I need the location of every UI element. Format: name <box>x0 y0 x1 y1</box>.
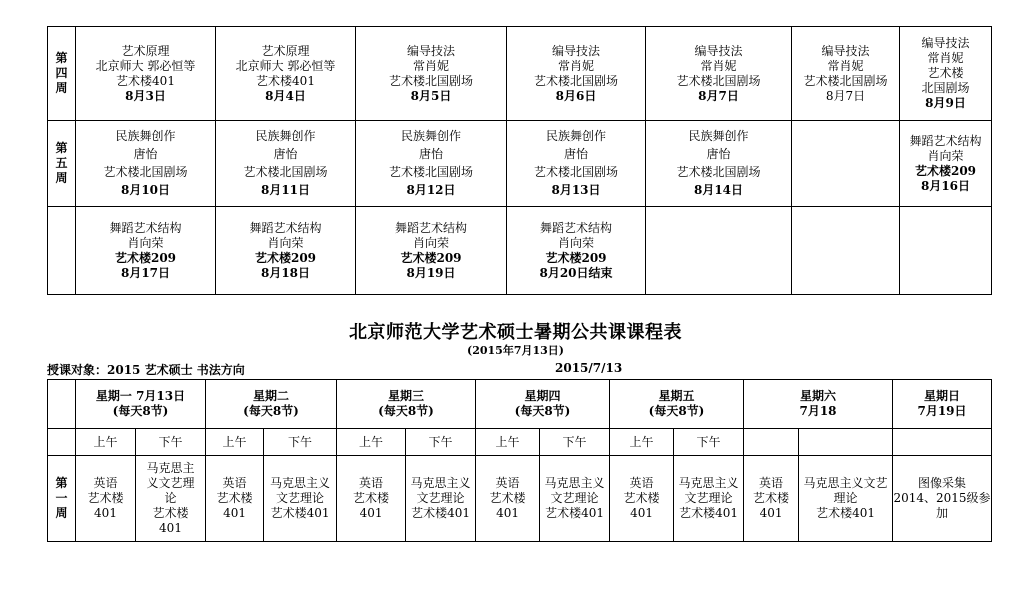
week-row <box>48 456 992 542</box>
day-header: 星期三 (每天8节) <box>337 380 476 429</box>
course-cell: 编导技法 常肖妮 艺术楼北国剧场 8月7日 <box>792 27 900 121</box>
empty-cell <box>900 207 992 295</box>
course-cell: 民族舞创作 唐怡 艺术楼北国剧场 8月12日 <box>356 121 507 207</box>
summer-schedule-table <box>47 379 992 542</box>
course-cell: 舞蹈艺术结构 肖向荣 艺术楼209 8月18日 <box>216 207 356 295</box>
course-cell-marxism: 马克思主义 文艺理论 艺术楼401 <box>406 456 476 542</box>
course-cell-english: 英语 艺术楼 401 <box>476 456 540 542</box>
period-row <box>48 429 992 456</box>
page-subtitle: (2015年7月13日) <box>467 344 564 357</box>
day-header: 星期四 (每天8节) <box>476 380 610 429</box>
course-cell-english: 英语 艺术楼 401 <box>744 456 799 542</box>
course-cell: 舞蹈艺术结构 肖向荣 艺术楼209 8月16日 <box>900 121 992 207</box>
day-header: 星期二 (每天8节) <box>206 380 337 429</box>
week-label <box>48 207 76 295</box>
table-row <box>48 207 992 295</box>
course-cell: 舞蹈艺术结构 肖向荣 艺术楼209 8月17日 <box>76 207 216 295</box>
table-row <box>48 121 992 207</box>
course-cell-english: 英语 艺术楼 401 <box>76 456 136 542</box>
pm-label: 下午 <box>136 429 206 456</box>
course-cell: 编导技法 常肖妮 艺术楼北国剧场 8月5日 <box>356 27 507 121</box>
course-cell-sunday: 图像采集 2014、2015级参 加 <box>893 456 992 542</box>
empty-cell <box>893 429 992 456</box>
empty-cell <box>646 207 792 295</box>
course-cell-marxism: 马克思主义 文艺理论 艺术楼401 <box>674 456 744 542</box>
corner-cell <box>48 380 76 429</box>
empty-cell <box>792 207 900 295</box>
day-header: 星期五 (每天8节) <box>610 380 744 429</box>
course-cell: 民族舞创作 唐怡 艺术楼北国剧场 8月10日 <box>76 121 216 207</box>
am-label: 上午 <box>610 429 674 456</box>
course-cell: 编导技法 常肖妮 艺术楼 北国剧场 8月9日 <box>900 27 992 121</box>
table-row <box>48 27 992 121</box>
empty-cell <box>799 429 893 456</box>
course-cell: 编导技法 常肖妮 艺术楼北国剧场 8月6日 <box>507 27 646 121</box>
course-cell: 艺术原理 北京师大 郭必恒等 艺术楼401 8月4日 <box>216 27 356 121</box>
weekly-course-table <box>47 26 992 295</box>
course-cell-english: 英语 艺术楼 401 <box>337 456 406 542</box>
am-label: 上午 <box>206 429 264 456</box>
course-cell: 舞蹈艺术结构 肖向荣 艺术楼209 8月19日 <box>356 207 507 295</box>
day-header: 星期一 7月13日 (每天8节) <box>76 380 206 429</box>
pm-label: 下午 <box>264 429 337 456</box>
day-header: 星期日 7月19日 <box>893 380 992 429</box>
course-cell-english: 英语 艺术楼 401 <box>610 456 674 542</box>
course-cell-english: 英语 艺术楼 401 <box>206 456 264 542</box>
course-cell-marxism: 马克思主义文艺 理论 艺术楼401 <box>799 456 893 542</box>
course-cell: 民族舞创作 唐怡 艺术楼北国剧场 8月13日 <box>507 121 646 207</box>
course-cell: 民族舞创作 唐怡 艺术楼北国剧场 8月11日 <box>216 121 356 207</box>
course-cell: 艺术原理 北京师大 郭必恒等 艺术楼401 8月3日 <box>76 27 216 121</box>
course-cell: 舞蹈艺术结构 肖向荣 艺术楼209 8月20日结束 <box>507 207 646 295</box>
course-cell-marxism: 马克思主 义文艺理 论 艺术楼 401 <box>136 456 206 542</box>
course-cell: 民族舞创作 唐怡 艺术楼北国剧场 8月14日 <box>646 121 792 207</box>
course-cell: 编导技法 常肖妮 艺术楼北国剧场 8月7日 <box>646 27 792 121</box>
day-header-row <box>48 380 992 429</box>
pm-label: 下午 <box>674 429 744 456</box>
schedule-date: 2015/7/13 <box>555 361 623 375</box>
audience-label: 授课对象：2015 艺术硕士 书法方向 <box>47 363 245 377</box>
week-column-cell <box>48 429 76 456</box>
pm-label: 下午 <box>540 429 610 456</box>
am-label: 上午 <box>76 429 136 456</box>
day-header: 星期六 7月18 <box>744 380 893 429</box>
course-cell-marxism: 马克思主义 文艺理论 艺术楼401 <box>264 456 337 542</box>
page-title: 北京师范大学艺术硕士暑期公共课课程表 <box>349 322 682 343</box>
am-label: 上午 <box>476 429 540 456</box>
empty-cell <box>792 121 900 207</box>
week-label: 第 五 周 <box>48 121 76 207</box>
am-label: 上午 <box>337 429 406 456</box>
week-label: 第 四 周 <box>48 27 76 121</box>
empty-cell <box>744 429 799 456</box>
week-label: 第 一 周 <box>48 456 76 542</box>
course-cell-marxism: 马克思主义 文艺理论 艺术楼401 <box>540 456 610 542</box>
pm-label: 下午 <box>406 429 476 456</box>
